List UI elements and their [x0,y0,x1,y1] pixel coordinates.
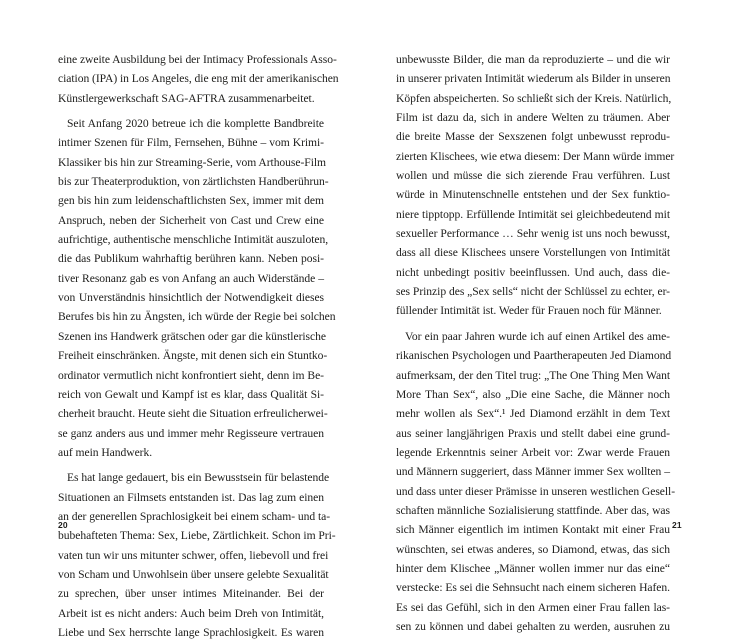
text-line: rikanischen Psychologen und Paartherapeuten Jed Diamond [396,349,672,363]
text-line: Freiheit einschränken. Ängste, mit denen sich ein Stuntko- [58,349,328,363]
text-line: würde in Minutenschnelle entstehen und der Sex funktio- [396,188,670,202]
text-line: Situationen an Filmsets entstanden ist. Das lag zum einen [58,490,324,504]
right-page-text [396,50,676,636]
text-line: Szenen ins Handwerk grätschen oder gar die künstlerische [58,329,326,343]
text-line: sich Männer eigentlich im intimen Kontakt mit einer Frau [396,523,670,537]
paragraph [58,114,336,462]
text-line: Künstlergewerkschaft SAG-AFTRA zusammenarbeitet. [58,91,315,105]
left-page [0,0,375,639]
text-line: legende Erkenntnis seiner Arbeit vor: Zwar werde Frauen [396,445,670,459]
text-line: niere tipptopp. Erfüllende Intimität sei gleichbedeutend mit [396,207,670,221]
text-line: Berufes bis hin zu Ängsten, ich würde der Regie bei solchen [58,310,336,324]
text-line: reich von Gewalt und Kampf ist es klar, dass Qualität Si- [58,387,324,401]
text-line: wünschten, sei etwas anderes, so Diamond, etwas, das sich [396,542,670,556]
text-line: Köpfen abspeicherten. So schließt sich der Kreis. Natürlich, [396,91,672,105]
text-line: cherheit braucht. Heute sieht die Situation erfreulicherwei- [58,407,328,421]
text-line: Anspruch, neben der Sicherheit von Cast und Crew eine [58,213,324,227]
text-line: ordinator vermutlich nicht konfrontiert sieht, denn im Be- [58,368,324,382]
text-line: von Scham und Unwohlsein über unsere gelebte Sexualität [58,567,329,581]
left-page-text [58,50,339,642]
text-line: und dass unter dieser Prämisse in unseren westlichen Gesell- [396,484,676,498]
text-line: intimer Szenen für Film, Fernsehen, Bühne – vom Krimi- [58,136,324,150]
text-line: bubehafteten Thema: Sex, Liebe, Zärtlichkeit. Schon im Pri- [58,529,336,543]
text-line: in unserer privaten Intimität wiederum als Bilder in unseren [396,72,671,86]
text-line: Seit Anfang 2020 betreue ich die komplette Bandbreite [67,117,324,131]
text-line: Klassiker bis hin zur Streaming-Serie, vom Arthouse-Film [58,155,327,169]
text-line: Es hat lange gedauert, bis ein Bewusstsein für belastende [67,471,330,485]
text-line: hinter dem Klischee „Männer wollen immer nur das eine“ [396,561,670,575]
text-line: dass all diese Klischees unsere Vorstellungen von Intimität [396,246,670,260]
text-line: die breite Masse der Sexszenen folgt unbewusst reprodu- [396,130,670,144]
text-line: Liebe und Sex herrschte lange Sprachlosigkeit. Es waren [58,625,324,639]
text-line: bis zur Theaterproduktion, von zärtlichsten Handberührun- [58,175,329,189]
right-page-number: 21 [672,520,682,530]
text-line: mehr wollen als Sex“.¹ Jed Diamond erzählt in dem Text [396,407,670,421]
paragraph [58,468,336,642]
text-line: wollen und müsse die sich zierende Frau verführen. Lust [396,169,670,183]
text-line: vaten tun wir uns mitunter schwer, offen, liebevoll und frei [58,548,329,562]
text-line: unbewusste Bilder, die man da reproduzierte – und die wir [396,53,670,66]
text-line: die das Publikum wahrhaftig berühren kann. Neben posi- [58,252,324,266]
text-line: und Männern suggeriert, dass Männer immer Sex wollten – [396,465,670,479]
paragraph [396,50,675,321]
paragraph [396,327,676,637]
text-line: an der generellen Sprachlosigkeit bei einem scham- und ta- [58,509,331,523]
text-line: sexueller Performance … Sehr wenig ist uns noch bewusst, [396,227,670,241]
paragraph [58,50,339,108]
text-line: Film ist dazu da, sich in andere Welten zu träumen. Aber [396,111,670,125]
left-page-number: 20 [58,520,68,530]
text-line: nicht unbedingt positiv beeinflussen. Und auch, dass die- [396,265,670,279]
text-line: aufmerksam, der den Titel trug: „The One Thing Men Want [396,368,670,382]
text-line: Arbeit ist es nicht anders: Auch beim Dreh von Intimität, [58,606,324,620]
text-line: auf mein Handwerk. [58,445,153,459]
text-line: Es sei das Gefühl, sich in den Armen einer Frau fallen las- [396,600,670,614]
text-line: tiver Resonanz gab es von Anfang an auch Widerstände – [58,271,324,285]
text-line: se ganz anders aus und immer mehr Regisseure vertrauen [58,426,324,440]
text-line: Vor ein paar Jahren wurde ich auf einen Artikel des ame- [405,329,670,343]
text-line: aus seiner langjährigen Praxis und stellt dabei eine grund- [396,426,670,440]
text-line: aufrichtige, authentische menschliche Intimität auszuloten, [58,233,329,247]
text-line: gen bis hin zum leidenschaftlichsten Sex, immer mit dem [58,194,324,208]
text-line: von Unverständnis hinsichtlich der Notwendigkeit dieses [58,291,324,305]
text-line: ciation (IPA) in Los Angeles, die eng mit der amerikanischen [58,72,339,86]
text-line: zu sprechen, über unser intimes Miteinander. Bei der [58,587,324,601]
text-line: More Than Sex“, also „Die eine Sache, die Männer noch [396,387,670,401]
text-line: verstecke: Es sei die Sehnsucht nach einem sicheren Hafen. [396,581,670,595]
text-line: sen zu können und dabei gehalten zu werden, ausruhen zu [396,619,670,633]
text-line: eine zweite Ausbildung bei der Intimacy Professionals Asso- [58,53,337,66]
right-page [375,0,750,633]
text-line: zierten Klischees, wie etwa diesem: Der Mann würde immer [396,149,675,163]
text-line: ses Prinzip des „Sex sells“ nicht der Schlüssel zu echter, er- [396,285,670,299]
text-line: füllender Intimität ist. Weder für Frauen noch für Männer. [396,304,662,318]
text-line: schaften männliche Sozialisierung stattfinde. Aber das, was [396,503,670,517]
